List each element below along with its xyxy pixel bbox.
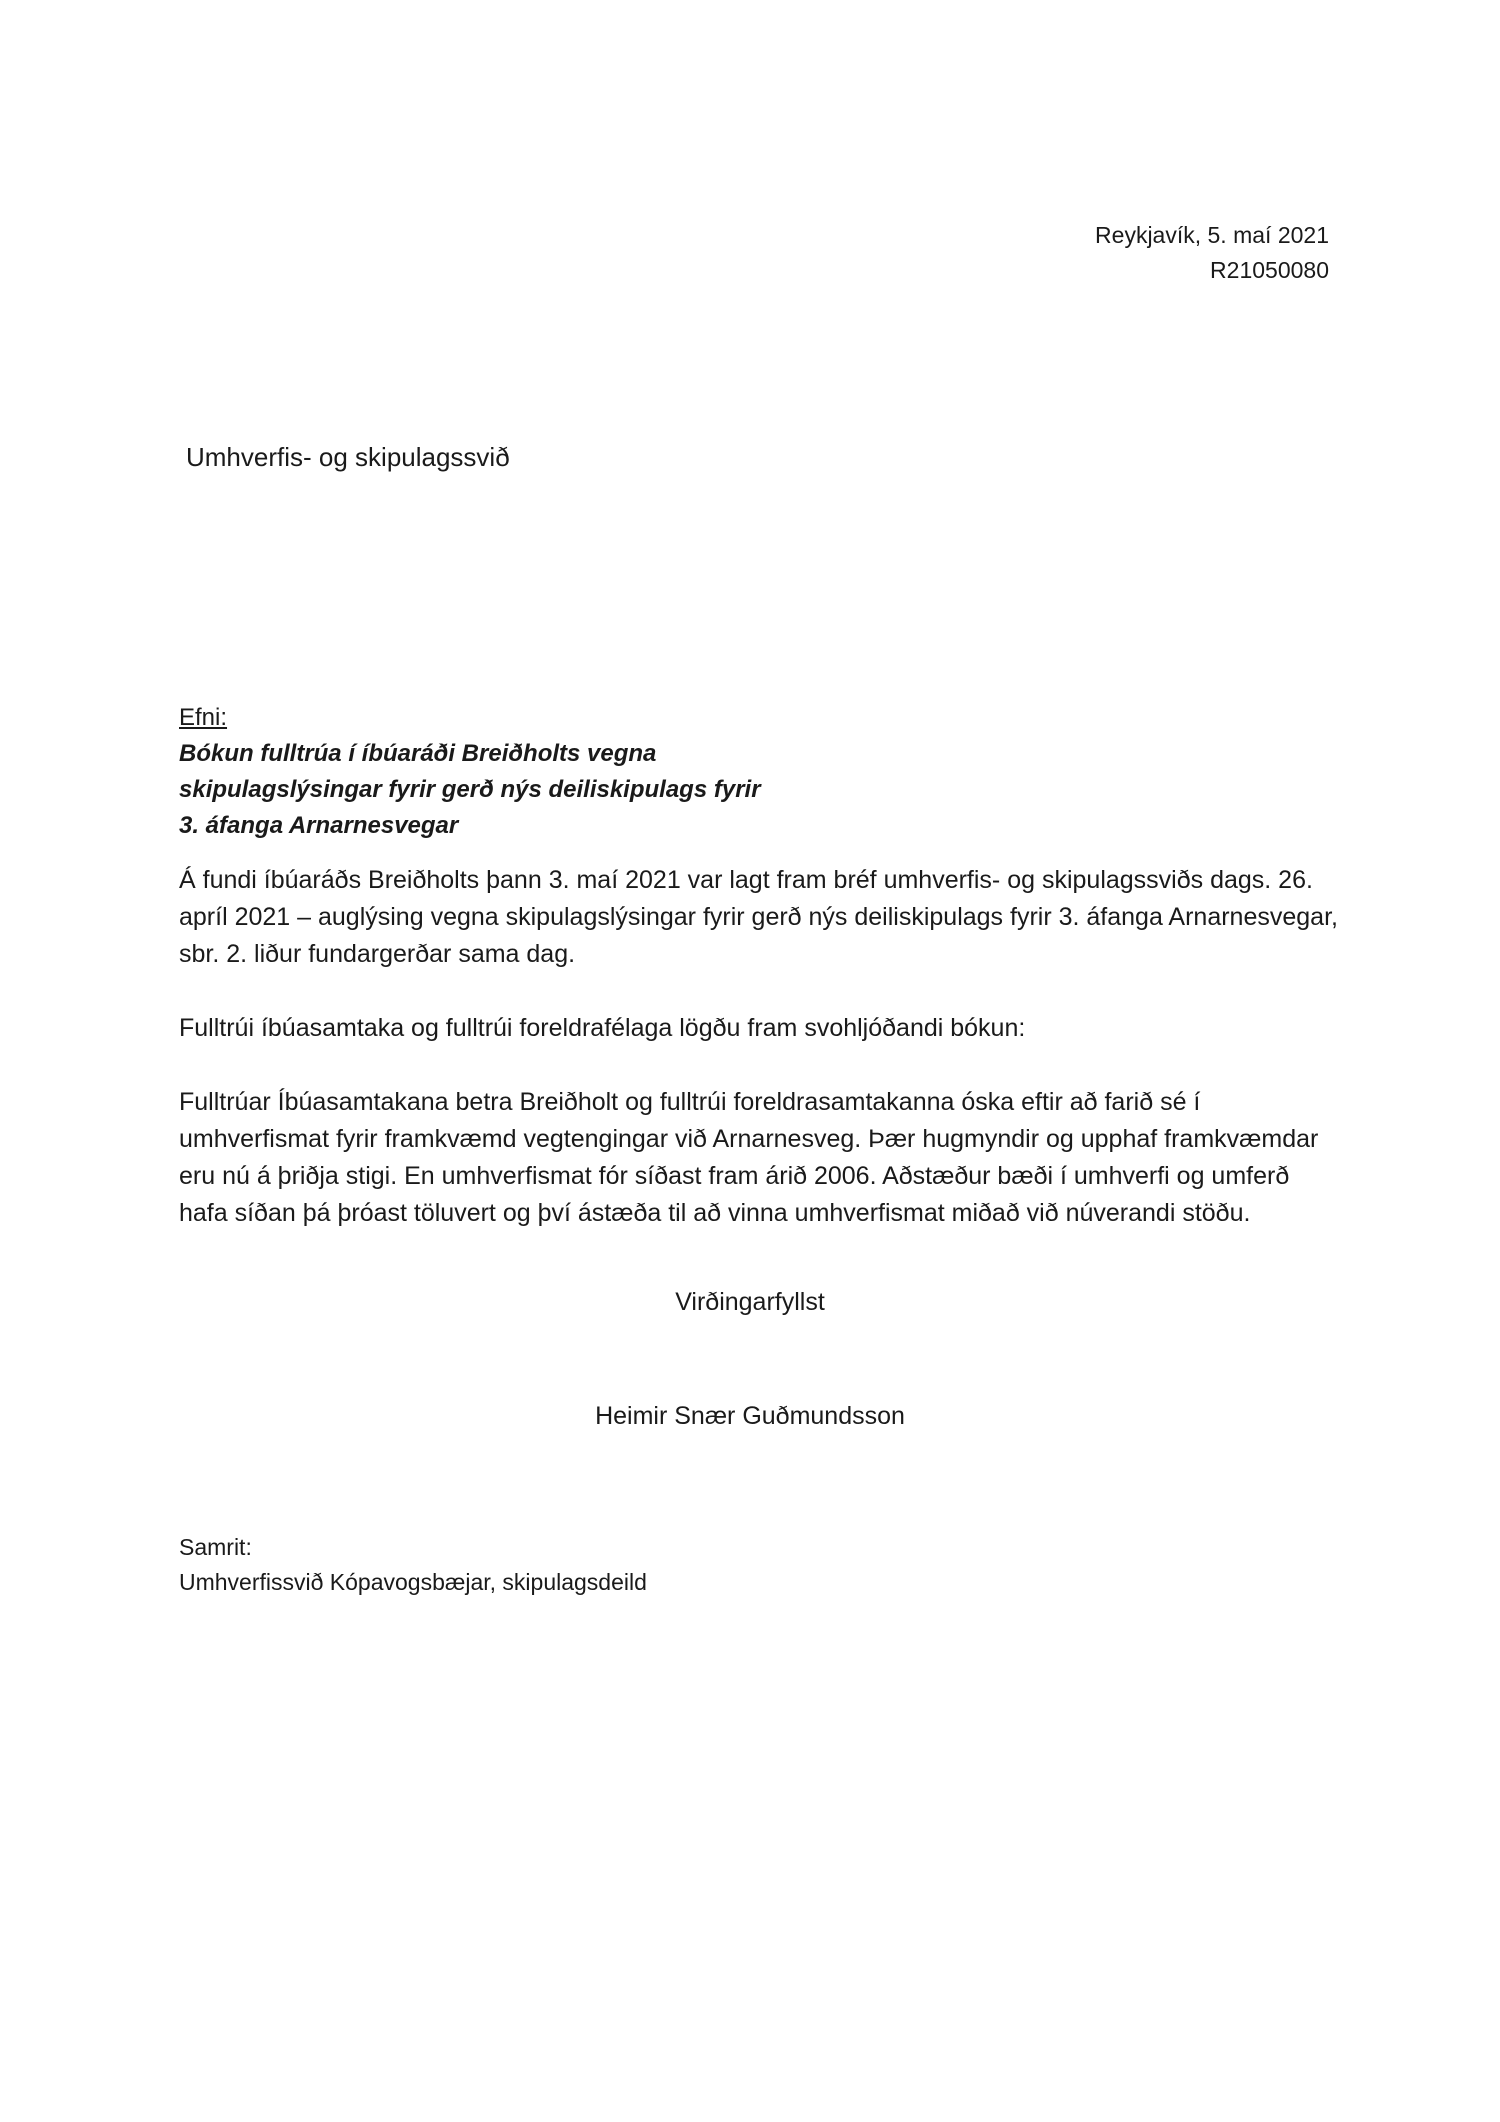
body-paragraph-1: Á fundi íbúaráðs Breiðholts þann 3. maí 2021 var lagt fram bréf umhverfis- og skipulagssviðs dags. 26. apríl 2021 – auglýsing vegna skipulagslýsingar fyrir gerð nýs deiliskipulags fyrir 3. áfanga Arnarnesvegar, sbr. 2. liður fundargerðar sama dag. (179, 866, 1338, 968)
cc-recipient: Umhverfissvið Kópavogsbæjar, skipulagsdeild (179, 1569, 647, 1595)
closing-salutation: Virðingarfyllst (675, 1288, 825, 1316)
cc-label: Samrit: (179, 1534, 252, 1560)
letter-body (179, 862, 1339, 1232)
cc-block (179, 1530, 647, 1600)
subject-label: Efni: (179, 704, 228, 731)
place-and-date: Reykjavík, 5. maí 2021 (1095, 222, 1329, 248)
letter-header (1095, 218, 1329, 288)
subject-title-line-3: 3. áfanga Arnarnesvegar (179, 812, 459, 839)
recipient: Umhverfis- og skipulagssvið (186, 442, 510, 472)
subject-title-line-1: Bókun fulltrúa í íbúaráði Breiðholts vegna (179, 740, 657, 767)
subject-title-line-2: skipulagslýsingar fyrir gerð nýs deiliskipulags fyrir (179, 776, 761, 803)
body-paragraph-3: Fulltrúar Íbúasamtakana betra Breiðholt og fulltrúi foreldrasamtakanna óska eftir að farið sé í umhverfismat fyrir framkvæmd vegtengingar við Arnarnesveg. Þær hugmyndir og upphaf framkvæmdar eru nú á þriðja stigi. En umhverfismat fór síðast fram árið 2006. Aðstæður bæði í umhverfi og umferð hafa síðan þá þróast töluvert og því ástæða til að vinna umhverfismat miðað við núverandi stöðu. (179, 1088, 1319, 1227)
body-paragraph-2: Fulltrúi íbúasamtaka og fulltrúi foreldrafélaga lögðu fram svohljóðandi bókun: (179, 1014, 1026, 1042)
signer-name: Heimir Snær Guðmundsson (595, 1402, 905, 1430)
subject-block (179, 700, 1339, 844)
reference-number: R21050080 (1210, 257, 1329, 283)
